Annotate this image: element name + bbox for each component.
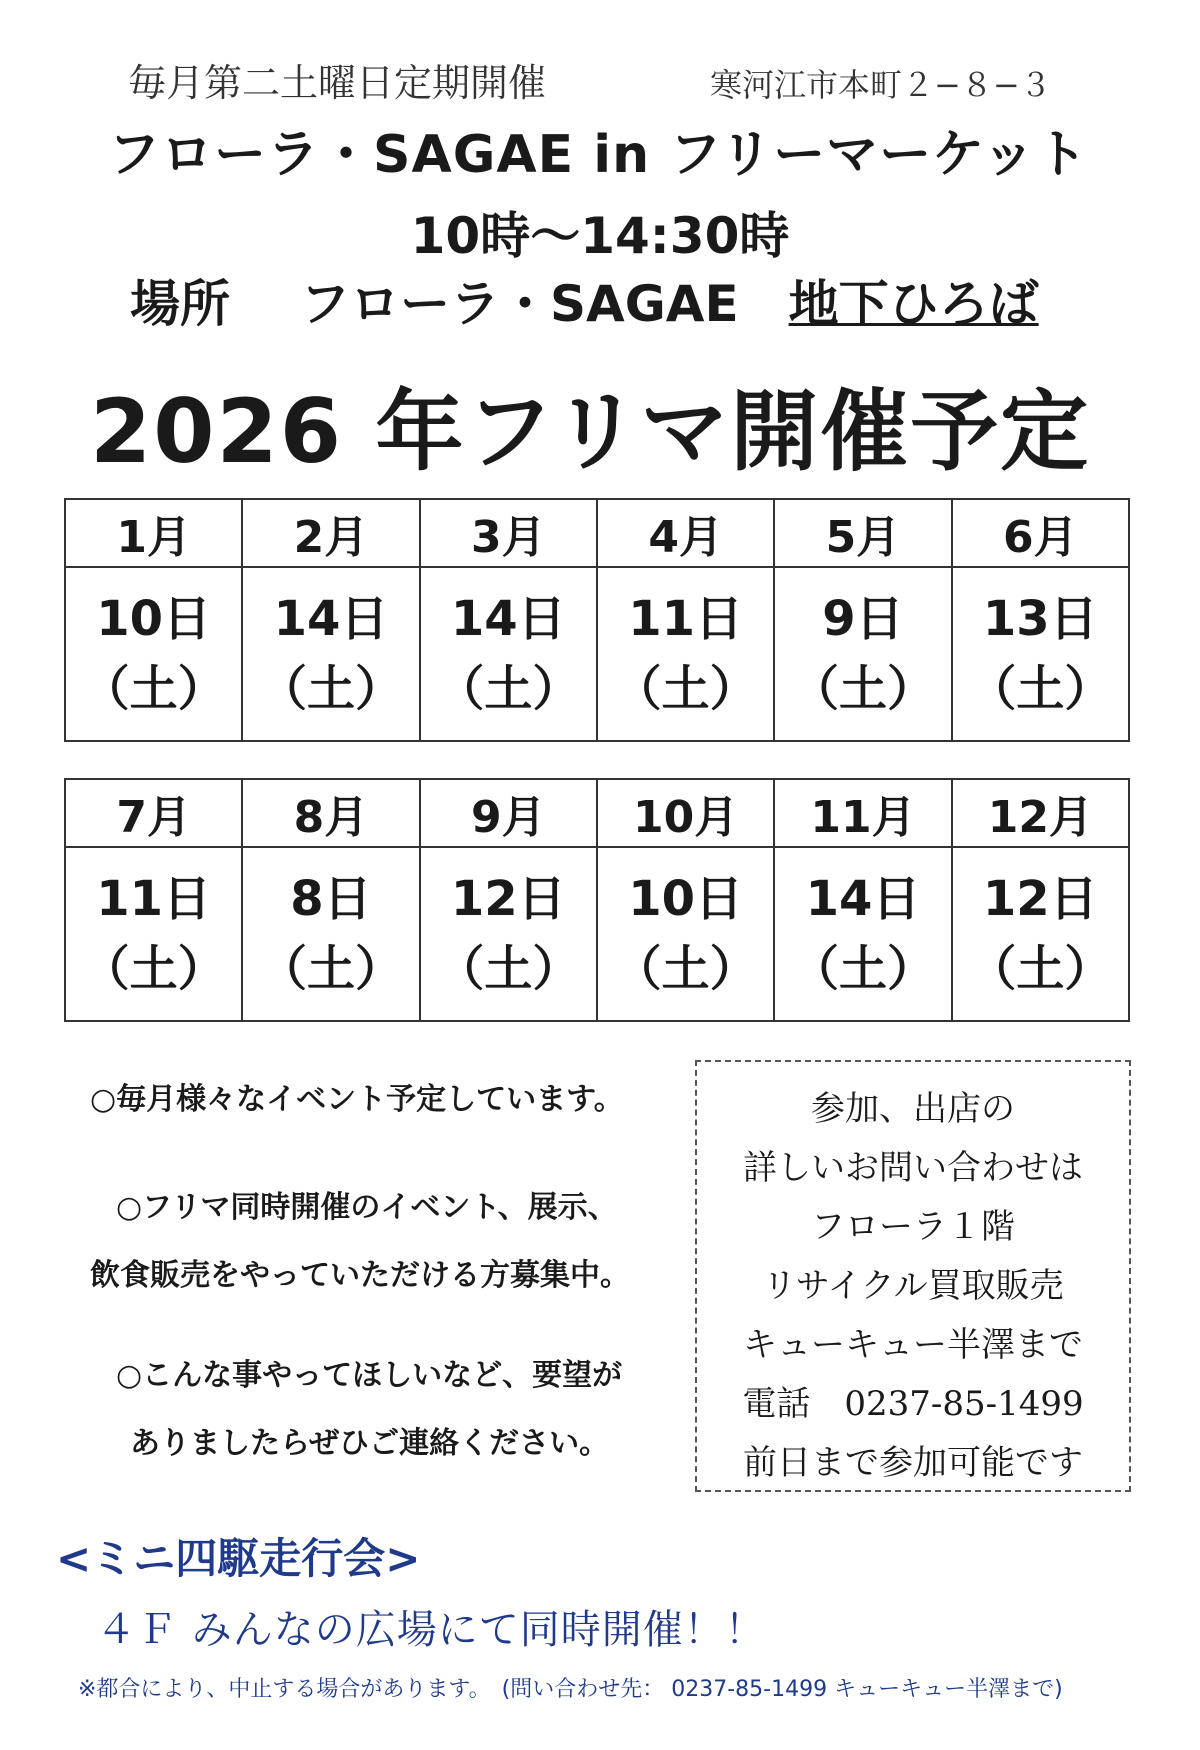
weekday: （土）	[968, 941, 1113, 997]
day: 9日	[822, 591, 904, 647]
event-title: フローラ・SAGAE in フリーマーケット	[108, 125, 1089, 185]
month-cell: 12月	[952, 779, 1129, 847]
footer-note: ※都合により、中止する場合があります。 (問い合わせ先： 0237-85-1499 キューキュー半澤まで)	[78, 1677, 1063, 1702]
day: 12日	[982, 871, 1098, 927]
month-header-row	[65, 779, 1129, 847]
month-cell: 6月	[952, 499, 1129, 567]
day: 11日	[628, 591, 744, 647]
day: 10日	[96, 591, 212, 647]
info-line: キューキュー半澤まで	[743, 1325, 1083, 1365]
info-line: 前日まで参加可能です	[743, 1443, 1083, 1483]
month-cell: 11月	[774, 779, 951, 847]
note-requests-line1: ○こんな事やってほしいなど、要望が	[116, 1358, 623, 1393]
date-cell	[952, 847, 1129, 1021]
date-cell	[65, 847, 242, 1021]
event-time: 10時〜14:30時	[410, 207, 790, 265]
weekday: （土）	[81, 941, 226, 997]
info-line: リサイクル買取販売	[762, 1266, 1064, 1306]
month-cell: 1月	[65, 499, 242, 567]
date-cell	[952, 567, 1129, 741]
month-cell: 2月	[242, 499, 419, 567]
year-title: 2026 年フリマ開催予定	[90, 380, 1091, 483]
info-line: フローラ１階	[811, 1207, 1015, 1247]
date-row	[65, 567, 1129, 741]
day: 14日	[805, 871, 921, 927]
note-requests-line2: ありましたらぜひご連絡ください。	[130, 1426, 610, 1461]
date-cell	[242, 567, 419, 741]
note-recruit-line1: ○フリマ同時開催のイベント、展示、	[116, 1190, 618, 1225]
info-line: 詳しいお問い合わせは	[743, 1148, 1083, 1188]
venue-row	[130, 264, 1039, 336]
weekday: （土）	[790, 661, 935, 717]
month-cell: 9月	[420, 779, 597, 847]
weekday: （土）	[81, 661, 226, 717]
day: 14日	[450, 591, 566, 647]
mini4wd-title: <ミニ四駆走行会>	[56, 1534, 421, 1583]
date-cell	[420, 567, 597, 741]
weekday: （土）	[436, 941, 581, 997]
weekday: （土）	[258, 941, 403, 997]
calendar-table-second-half	[64, 778, 1130, 1022]
weekday: （土）	[258, 661, 403, 717]
day: 8日	[290, 871, 372, 927]
venue-label: 場所	[130, 275, 230, 333]
info-phone: 電話 0237-85-1499	[742, 1384, 1084, 1424]
date-cell	[242, 847, 419, 1021]
contact-info-box	[695, 1060, 1131, 1492]
info-line: 参加、出店の	[811, 1089, 1015, 1129]
calendar-table-first-half	[64, 498, 1130, 742]
day: 10日	[628, 871, 744, 927]
date-cell	[597, 567, 774, 741]
month-header-row	[65, 499, 1129, 567]
mini4wd-body: ４Ｆ みんなの広場にて同時開催！！	[96, 1607, 766, 1653]
weekday: （土）	[968, 661, 1113, 717]
schedule-note: 毎月第二土曜日定期開催	[128, 61, 547, 105]
month-cell: 7月	[65, 779, 242, 847]
month-cell: 8月	[242, 779, 419, 847]
date-cell	[65, 567, 242, 741]
day: 12日	[450, 871, 566, 927]
day: 11日	[96, 871, 212, 927]
month-cell: 4月	[597, 499, 774, 567]
date-cell	[774, 567, 951, 741]
month-cell: 3月	[420, 499, 597, 567]
note-recruit-line2: 飲食販売をやっていただける方募集中。	[90, 1258, 630, 1293]
weekday: （土）	[436, 661, 581, 717]
weekday: （土）	[613, 941, 758, 997]
date-cell	[420, 847, 597, 1021]
note-events: ○毎月様々なイベント予定しています。	[90, 1082, 624, 1117]
day: 13日	[982, 591, 1098, 647]
weekday: （土）	[790, 941, 935, 997]
date-row	[65, 847, 1129, 1021]
venue-place: 地下ひろば	[788, 275, 1039, 333]
day: 14日	[273, 591, 389, 647]
month-cell: 10月	[597, 779, 774, 847]
venue-name: フローラ・SAGAE	[300, 275, 739, 333]
weekday: （土）	[613, 661, 758, 717]
date-cell	[597, 847, 774, 1021]
month-cell: 5月	[774, 499, 951, 567]
date-cell	[774, 847, 951, 1021]
address: 寒河江市本町２−８−３	[710, 66, 1052, 104]
